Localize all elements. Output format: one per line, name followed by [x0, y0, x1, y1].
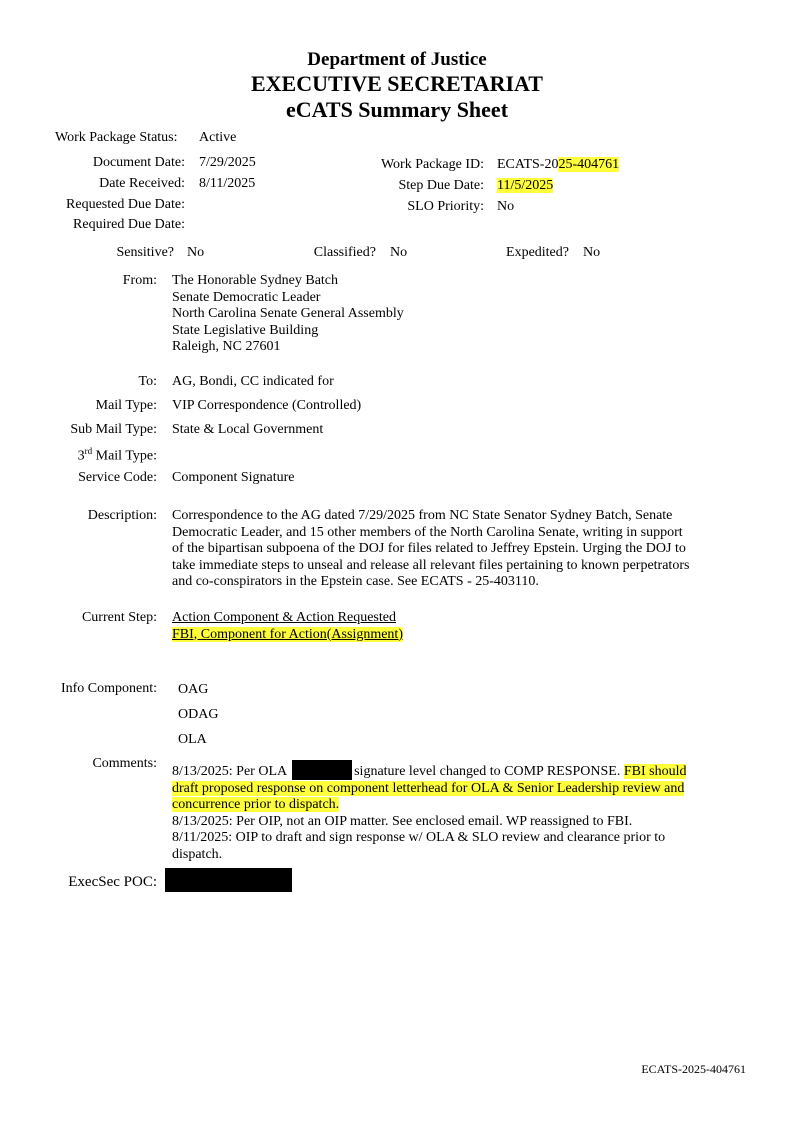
description-line: Correspondence to the AG dated 7/29/2025 from NC State Senator Sydney Batch, Senate	[172, 508, 673, 523]
current-step-label: Current Step:	[81, 610, 157, 625]
sub-mail-type-value: State & Local Government	[172, 422, 324, 437]
info-component-item: ODAG	[178, 707, 219, 722]
third-mail-type-label	[78, 446, 157, 465]
status-value: Active	[199, 130, 237, 145]
expedited-value: No	[583, 245, 601, 260]
description-line: take immediate steps to unseal and release all relevant files pertaining to known perpetrators	[172, 557, 690, 573]
current-step-line1: Action Component & Action Requested	[172, 610, 396, 625]
footer-ecats-id: ECATS-2025-404761	[641, 1062, 746, 1076]
from-line: The Honorable Sydney Batch	[172, 273, 339, 288]
comments-text	[172, 764, 686, 864]
info-component-label: Info Component:	[60, 681, 157, 696]
work-package-id-prefix: ECATS-20	[497, 157, 559, 172]
required-due-label: Required Due Date:	[73, 217, 185, 232]
work-package-id-highlight: 25-404761	[558, 157, 620, 172]
execsec-poc-label: ExecSec POC:	[68, 874, 157, 890]
classified-label: Classified?	[313, 245, 376, 260]
service-code-value: Component Signature	[172, 470, 295, 485]
classified-value: No	[390, 245, 408, 260]
to-value: AG, Bondi, CC indicated for	[172, 374, 334, 389]
status-label: Work Package Status:	[55, 130, 178, 145]
header-executive-secretariat: EXECUTIVE SECRETARIAT	[251, 71, 543, 96]
from-line: Senate Democratic Leader	[172, 289, 321, 305]
comments-label: Comments:	[92, 756, 157, 771]
mail-type-label: Mail Type:	[95, 398, 157, 413]
comment-1-highlight: draft proposed response on component letterhead for OLA & Senior Leadership review and	[172, 780, 685, 796]
comment-1-highlight: FBI should	[623, 764, 687, 779]
date-received-value: 8/11/2025	[199, 176, 256, 191]
description-text	[172, 508, 689, 591]
from-line: North Carolina Senate General Assembly	[172, 306, 404, 322]
work-package-id-label: Work Package ID:	[380, 157, 484, 172]
sensitive-label: Sensitive?	[116, 245, 174, 260]
work-package-id-value	[497, 157, 619, 173]
header-summary-sheet: eCATS Summary Sheet	[285, 97, 509, 122]
from-line: Raleigh, NC 27601	[172, 339, 281, 355]
requested-due-label: Requested Due Date:	[66, 197, 185, 212]
comment-1-start: 8/13/2025: Per OLA	[172, 764, 288, 779]
description-line: and co-conspirators in the Epstein case. See ECATS - 25-403110.	[172, 574, 539, 590]
third-mail-type-ordinal: rd	[84, 446, 93, 456]
description-label: Description:	[87, 508, 157, 523]
expedited-label: Expedited?	[506, 245, 569, 260]
third-mail-type-number: 3	[77, 448, 85, 464]
sensitive-value: No	[187, 245, 205, 260]
step-due-highlight: 11/5/2025	[497, 178, 554, 193]
document-date-label: Document Date:	[92, 155, 185, 170]
current-step-line2: FBI, Component for Action(Assignment)	[172, 626, 403, 642]
comment-3: dispatch.	[172, 846, 223, 862]
from-label: From:	[122, 273, 157, 288]
document-date-value: 7/29/2025	[199, 155, 256, 170]
service-code-label: Service Code:	[78, 470, 157, 485]
third-mail-type-text: Mail Type:	[92, 448, 157, 464]
sub-mail-type-label: Sub Mail Type:	[70, 422, 157, 437]
from-line: State Legislative Building	[172, 322, 319, 338]
mail-type-value: VIP Correspondence (Controlled)	[172, 398, 362, 413]
comment-2: 8/13/2025: Per OIP, not an OIP matter. See enclosed email. WP reassigned to FBI.	[172, 813, 633, 829]
slo-priority-value: No	[497, 199, 515, 214]
comment-1-middle: , signature level changed to COMP RESPONSE.	[347, 764, 624, 779]
comment-3: 8/11/2025: OIP to draft and sign response w/ OLA & SLO review and clearance prior to	[172, 830, 666, 846]
to-label: To:	[138, 374, 157, 389]
from-address	[172, 273, 404, 356]
slo-priority-label: SLO Priority:	[407, 199, 484, 214]
date-received-label: Date Received:	[99, 176, 185, 191]
description-line: Democratic Leader, and 15 other members of the North Carolina Senate, writing in support	[172, 524, 683, 540]
info-component-item: OLA	[178, 732, 207, 747]
redaction-block	[165, 868, 292, 892]
step-due-value	[497, 178, 553, 194]
step-due-label: Step Due Date:	[398, 178, 484, 193]
description-line: of the bipartisan subpoena of the DOJ for files related to Jeffrey Epstein. Urging the DOJ to	[172, 541, 686, 557]
current-step-value	[172, 610, 403, 643]
comment-1-highlight: concurrence prior to dispatch.	[172, 797, 340, 813]
header-department: Department of Justice	[307, 49, 487, 70]
info-component-item: OAG	[178, 682, 209, 697]
